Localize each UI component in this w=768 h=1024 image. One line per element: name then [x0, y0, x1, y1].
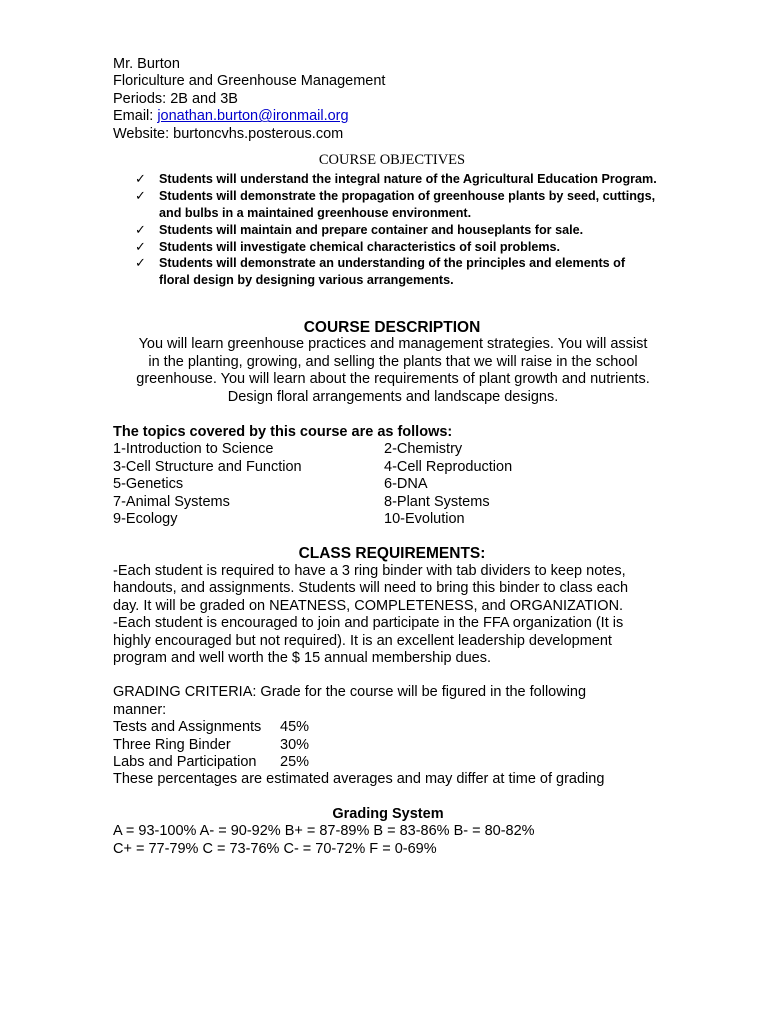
description-line: You will learn greenhouse practices and management strategies. You will assist — [138, 336, 648, 353]
objectives-title: COURSE OBJECTIVES — [318, 152, 466, 169]
grading-row — [113, 719, 661, 736]
email-link[interactable]: jonathan.burton@ironmail.org — [157, 108, 349, 125]
topics-list — [113, 441, 661, 528]
topic-item: 2-Chemistry — [384, 441, 463, 458]
grading-row — [113, 737, 661, 754]
topic-item: 5-Genetics — [113, 476, 184, 493]
grading-criteria-intro — [113, 684, 661, 719]
objective-item — [135, 222, 659, 239]
grading-note: These percentages are estimated averages and may differ at time of grading — [113, 771, 605, 788]
grading-row-percent: 30% — [280, 736, 310, 753]
topic-item: 1-Introduction to Science — [113, 441, 274, 458]
website: Website: burtoncvhs.posterous.com — [113, 125, 344, 142]
syllabus-page — [113, 56, 661, 858]
description-title: COURSE DESCRIPTION — [303, 319, 481, 337]
objective-text: Students will understand the integral nature of the Agricultural Education Program. — [159, 172, 657, 187]
grading-row-label: Tests and Assignments — [113, 719, 262, 736]
requirements-line: -Each student is encouraged to join and participate in the FFA organization (It is — [113, 615, 624, 632]
teacher-name: Mr. Burton — [113, 56, 180, 72]
course-name: Floriculture and Greenhouse Management — [113, 73, 386, 90]
requirements-title: CLASS REQUIREMENTS: — [298, 545, 486, 563]
requirements-line: -Each student is required to have a 3 ring binder with tab dividers to keep notes, — [113, 562, 626, 579]
topic-item: 4-Cell Reproduction — [384, 458, 513, 475]
objectives-list — [113, 171, 661, 289]
topic-item: 10-Evolution — [384, 511, 465, 528]
description-line: Design floral arrangements and landscape designs. — [227, 388, 559, 405]
checkmark-icon: ✓ — [135, 171, 146, 187]
objective-item — [135, 171, 659, 188]
grading-row-percent: 45% — [280, 719, 310, 736]
objective-item — [135, 188, 659, 222]
checkmark-icon: ✓ — [135, 221, 146, 237]
periods: Periods: 2B and 3B — [113, 90, 238, 107]
requirements-line: highly encouraged but not required). It is an excellent leadership development — [113, 632, 612, 649]
topic-item: 8-Plant Systems — [384, 493, 490, 510]
objective-text: Students will demonstrate an understanding of the principles and elements of floral design by designing various arrangements. — [159, 256, 626, 288]
email-line — [113, 108, 661, 125]
grading-criteria-table — [113, 719, 661, 771]
checkmark-icon: ✓ — [135, 238, 146, 254]
grading-row-label: Labs and Participation — [113, 753, 257, 770]
topic-item: 7-Animal Systems — [113, 493, 230, 510]
topics-title: The topics covered by this course are as follows: — [113, 424, 453, 441]
grading-system-scale — [113, 823, 661, 858]
requirements-text — [113, 563, 661, 667]
grading-scale-line: A = 93-100% A- = 90-92% B+ = 87-89% B = 83-86% B- = 80-82% — [113, 823, 535, 840]
grading-scale-line: C+ = 77-79% C = 73-76% C- = 70-72% F = 0-69% — [113, 840, 437, 857]
objective-item — [135, 255, 659, 289]
requirements-line: day. It will be graded on NEATNESS, COMPLETENESS, and ORGANIZATION. — [113, 597, 624, 614]
checkmark-icon: ✓ — [135, 188, 146, 204]
header-block — [113, 56, 661, 143]
objective-item — [135, 239, 659, 256]
topic-item: 9-Ecology — [113, 511, 178, 528]
description-line: greenhouse. You will learn about the requirements of plant growth and nutrients. — [136, 371, 650, 388]
grading-criteria-line: manner: — [113, 701, 167, 718]
topic-item: 6-DNA — [384, 476, 428, 493]
grading-system-title: Grading System — [332, 805, 444, 822]
requirements-line: program and well worth the $ 15 annual membership dues. — [113, 649, 492, 666]
description-text — [113, 336, 673, 406]
grading-row-label: Three Ring Binder — [113, 736, 231, 753]
objective-text: Students will maintain and prepare container and houseplants for sale. — [159, 222, 584, 237]
objective-text: Students will investigate chemical characteristics of soil problems. — [159, 239, 561, 254]
topic-item: 3-Cell Structure and Function — [113, 458, 302, 475]
grading-row-percent: 25% — [280, 753, 310, 770]
email-label: Email: — [113, 108, 158, 125]
objective-text: Students will demonstrate the propagation of greenhouse plants by seed, cuttings, and bulbs in a maintained greenhouse environment. — [159, 189, 656, 221]
requirements-line: handouts, and assignments. Students will need to bring this binder to class each — [113, 580, 629, 597]
description-line: in the planting, growing, and selling the plants that we will raise in the school — [148, 353, 638, 370]
grading-criteria-line: GRADING CRITERIA: Grade for the course will be figured in the following — [113, 684, 587, 701]
grading-row — [113, 754, 661, 771]
checkmark-icon: ✓ — [135, 255, 146, 271]
